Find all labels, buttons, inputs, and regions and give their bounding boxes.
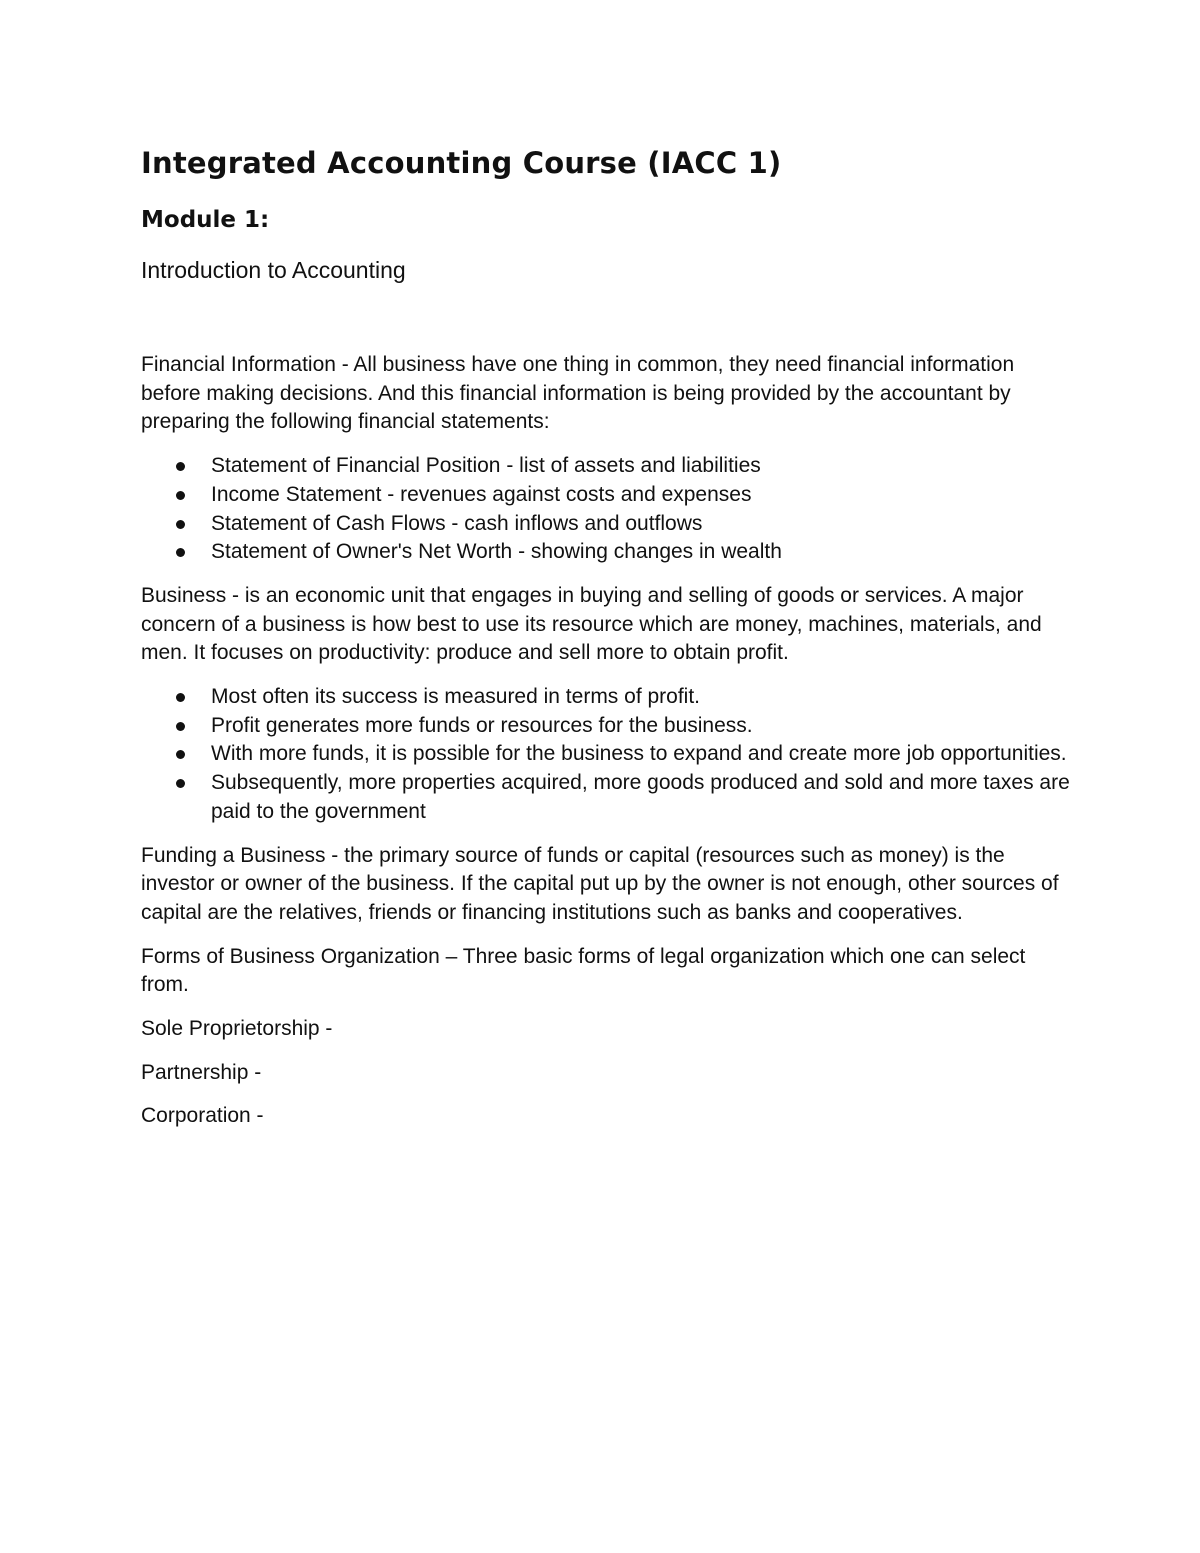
list-item [141,683,1071,712]
corporation-label: Corporation - [141,1104,264,1128]
bullet-icon [176,548,185,557]
business-points-list [141,683,1071,827]
list-item [141,481,1071,510]
forms-paragraph: Forms of Business Organization – Three basic forms of legal organization which one can select from. [141,944,1026,997]
document-title: Integrated Accounting Course (IACC 1) [141,146,782,180]
financial-information-paragraph: Financial Information - All business have one thing in common, they need financial information before making decisions. And this financial information is being provided by the accountant by preparing the following financial statements: [141,353,1015,434]
bullet-icon [176,750,185,759]
business-paragraph: Business - is an economic unit that engages in buying and selling of goods or services. A major concern of a business is how best to use its resource which are money, machines, materials, and men. It focuses on productivity: produce and sell more to obtain profit. [141,583,1042,665]
bullet-icon [176,693,185,702]
bullet-icon [176,722,185,731]
list-item [141,538,1071,567]
bullet-icon [176,462,185,471]
partnership-label: Partnership - [141,1060,262,1084]
list-item-text: Statement of Financial Position - list of assets and liabilities [211,454,761,478]
list-item-text: Profit generates more funds or resources for the business. [211,713,753,737]
bullet-icon [176,779,185,788]
list-item [141,740,1071,769]
list-item-text: Subsequently, more properties acquired, more goods produced and sold and more taxes are paid to the government [211,771,1070,823]
list-item [141,769,1071,826]
bullet-icon [176,520,185,529]
module-heading: Module 1: [141,207,270,233]
list-item [141,510,1071,539]
list-item-text: With more funds, it is possible for the business to expand and create more job opportunities. [211,742,1067,766]
financial-statements-list [141,452,1071,567]
list-item-text: Statement of Cash Flows - cash inflows and outflows [211,511,703,535]
sole-proprietorship-label: Sole Proprietorship - [141,1017,333,1041]
bullet-icon [176,491,185,500]
list-item-text: Income Statement - revenues against costs and expenses [211,482,752,506]
document-page [141,143,1071,1146]
list-item [141,712,1071,741]
list-item-text: Statement of Owner's Net Worth - showing changes in wealth [211,540,782,564]
funding-paragraph: Funding a Business - the primary source of funds or capital (resources such as money) is the investor or owner of the business. If the capital put up by the owner is not enough, other sources of capital are the relatives, friends or financing institutions such as banks and cooperatives. [141,843,1059,924]
module-subtitle: Introduction to Accounting [141,257,406,283]
list-item [141,452,1071,481]
list-item-text: Most often its success is measured in terms of profit. [211,685,701,709]
